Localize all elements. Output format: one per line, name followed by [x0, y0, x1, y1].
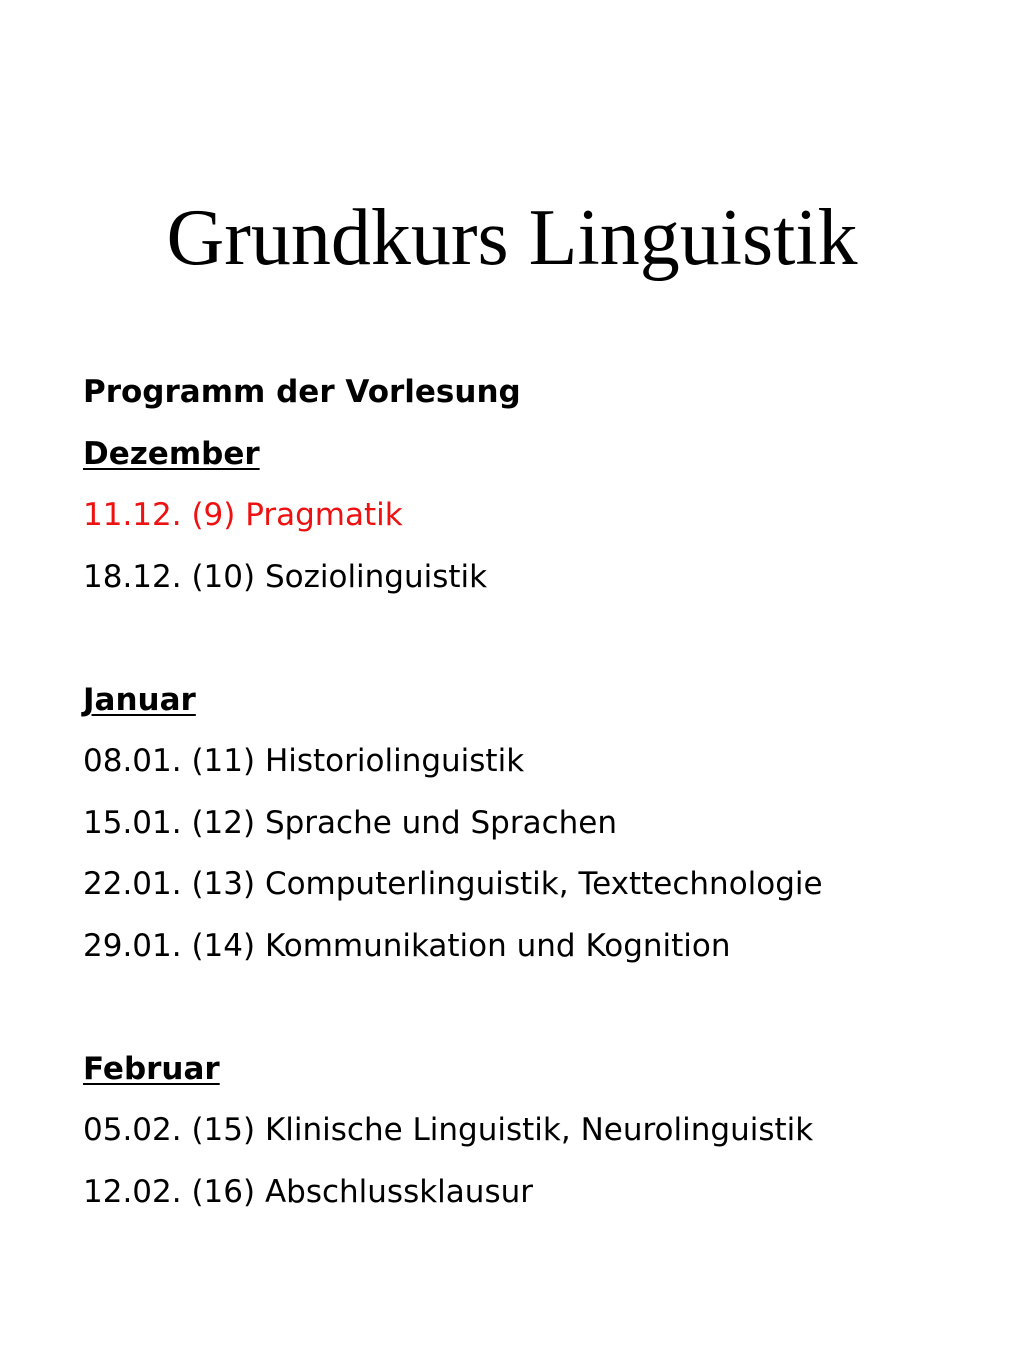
- program-subtitle: Programm der Vorlesung: [83, 374, 521, 410]
- section-spacer: [83, 977, 983, 1039]
- lecture-item-klinische-linguistik: 05.02. (15) Klinische Linguistik, Neurolinguistik: [83, 1112, 814, 1148]
- month-heading-dezember: Dezember: [83, 435, 260, 472]
- slide-title: Grundkurs Linguistik: [166, 194, 858, 282]
- lecture-item-soziolinguistik: 18.12. (10) Soziolinguistik: [83, 558, 488, 595]
- month-heading-januar: Januar: [83, 681, 196, 718]
- month-heading-februar: Februar: [83, 1050, 220, 1087]
- lecture-item-sprache-und-sprachen: 15.01. (12) Sprache und Sprachen: [83, 804, 617, 841]
- lecture-item-kommunikation: 29.01. (14) Kommunikation und Kognition: [83, 927, 731, 964]
- lecture-item-abschlussklausur: 12.02. (16) Abschlussklausur: [83, 1173, 533, 1210]
- section-spacer: [83, 608, 983, 670]
- lecture-item-historiolinguistik: 08.01. (11) Historiolinguistik: [83, 743, 525, 779]
- lecture-item-pragmatik: 11.12. (9) Pragmatik: [83, 497, 403, 533]
- lecture-item-computerlinguistik: 22.01. (13) Computerlinguistik, Texttechnologie: [83, 866, 823, 902]
- lecture-program: [83, 362, 983, 1223]
